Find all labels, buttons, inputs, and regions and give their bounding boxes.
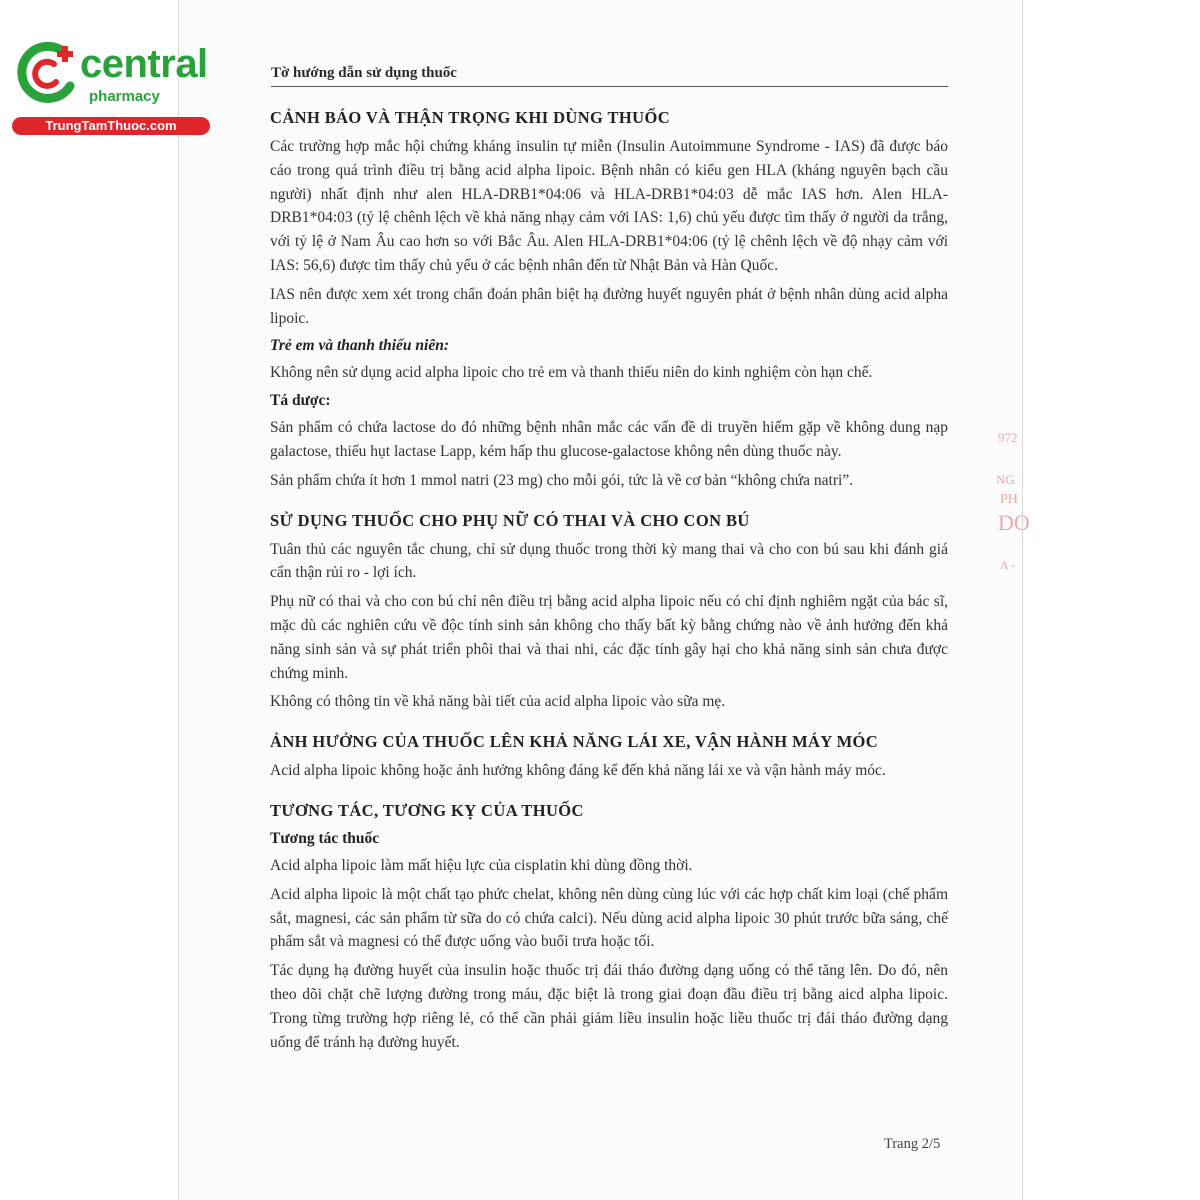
page-number: Trang 2/5 [884,1136,941,1152]
stamp-fragment [996,420,1030,590]
paragraph: Không có thông tin về khả năng bài tiết của acid alpha lipoic vào sữa mẹ. [270,693,726,711]
central-pharmacy-logo-icon [10,38,82,115]
subheading-children: Trẻ em và thanh thiếu niên: [270,337,449,355]
stamp-text: DO [998,510,1030,535]
paragraph: Sản phẩm có chứa lactose do đó những bệnh nhân mắc các vấn đề di truyền hiếm gặp về không dung nạp galactose, thiếu hụt lactase Lapp, kém hấp thu glucose-galactose không nên dùng thuốc này. [270,419,948,460]
paragraph: Acid alpha lipoic làm mất hiệu lực của cisplatin khi dùng đồng thời. [270,856,693,874]
section-heading-warnings: CẢNH BÁO VÀ THẬN TRỌNG KHI DÙNG THUỐC [270,108,671,127]
logo-subtext: pharmacy [89,88,160,105]
stamp-text: 972 [998,430,1018,445]
paragraph: Các trường hợp mắc hội chứng kháng insulin tự miễn (Insulin Autoimmune Syndrome - IAS) đã được báo cáo trong quá trình điều trị bằng acid alpha lipoic. Bệnh nhân có kiểu gen HLA (kháng nguyên bạch cầu người) nhất định như alen HLA-DRB1*04:06 và HLA-DRB1*04:03 dễ mắc IAS hơn. Alen HLA-DRB1*04:03 (tỷ lệ chênh lệch về khả năng nhạy cảm với IAS: 1,6) chủ yếu được tìm thấy ở người da trắng, với tỷ lệ ở Nam Âu cao hơn so với Bắc Âu. Alen HLA-DRB1*04:06 (tỷ lệ chênh lệch về độ nhạy cảm với IAS: 56,6) được tìm thấy chủ yếu ở các bệnh nhân đến từ Nhật Bản và Hàn Quốc. [270,138,948,274]
paragraph: Tác dụng hạ đường huyết của insulin hoặc thuốc trị đái tháo đường dạng uống có thể tăng lên. Do đó, nên theo dõi chặt chẽ lượng đường trong máu, đặc biệt là trong giai đoạn đầu điều trị bằng aicd alpha lipoic. Trong từng trường hợp riêng lẻ, có thể cần phải giảm liều insulin hoặc liều thuốc trị đái tháo đường dạng uống để tránh hạ đường huyết. [270,962,948,1051]
logo-wordmark: central [80,42,208,86]
paragraph: Tuân thủ các nguyên tắc chung, chỉ sử dụng thuốc trong thời kỳ mang thai và cho con bú sau khi đánh giá cẩn thận rủi ro - lợi ích. [270,540,948,582]
subheading-drug-interactions: Tương tác thuốc [270,829,380,847]
paragraph: Acid alpha lipoic không hoặc ảnh hưởng không đáng kể đến khả năng lái xe và vận hành máy móc. [270,762,886,780]
stamp-text: NG [996,472,1015,487]
subheading-excipients: Tá dược: [270,392,331,410]
stamp-text: A - [1000,558,1015,572]
paragraph: Phụ nữ có thai và cho con bú chỉ nên điều trị bằng acid alpha lipoic nếu có chỉ định nghiêm ngặt của bác sĩ, mặc dù các nghiên cứu về độc tính sinh sản không cho thấy bất kỳ bằng chứng nào về ảnh hưởng đến khả năng sinh sản và sự phát triển phôi thai và thai nhi, các đặc tính gây hại cho khả năng sinh sản chưa được chứng minh. [270,593,948,682]
paragraph: Sản phẩm chứa ít hơn 1 mmol natri (23 mg) cho mỗi gói, tức là về cơ bản “không chứa natri”. [270,471,854,489]
paragraph: Acid alpha lipoic là một chất tạo phức chelat, không nên dùng cùng lúc với các hợp chất kim loại (chế phẩm sắt, magnesi, các sản phẩm từ sữa do có chứa calci). Nếu dùng acid alpha lipoic 30 phút trước bữa sáng, chế phẩm sắt và magnesi có thể được uống vào buổi trưa hoặc tối. [270,885,948,951]
document-content [270,104,948,1059]
stamp-text: PH [1000,492,1018,507]
running-header: Tờ hướng dẫn sử dụng thuốc [271,63,948,87]
section-heading-interactions: TƯƠNG TÁC, TƯƠNG KỴ CỦA THUỐC [270,800,584,820]
section-heading-driving: ẢNH HƯỞNG CỦA THUỐC LÊN KHẢ NĂNG LÁI XE, VẬN HÀNH MÁY MÓC [270,732,879,752]
section-heading-pregnancy: SỬ DỤNG THUỐC CHO PHỤ NỮ CÓ THAI VÀ CHO CON BÚ [270,510,750,530]
paragraph: IAS nên được xem xét trong chẩn đoán phân biệt hạ đường huyết nguyên phát ở bệnh nhân dùng acid alpha lipoic. [270,285,948,327]
logo-site-badge: TrungTamThuoc.com [12,117,210,135]
paragraph: Không nên sử dụng acid alpha lipoic cho trẻ em và thanh thiếu niên do kinh nghiệm còn hạn chế. [270,364,873,382]
